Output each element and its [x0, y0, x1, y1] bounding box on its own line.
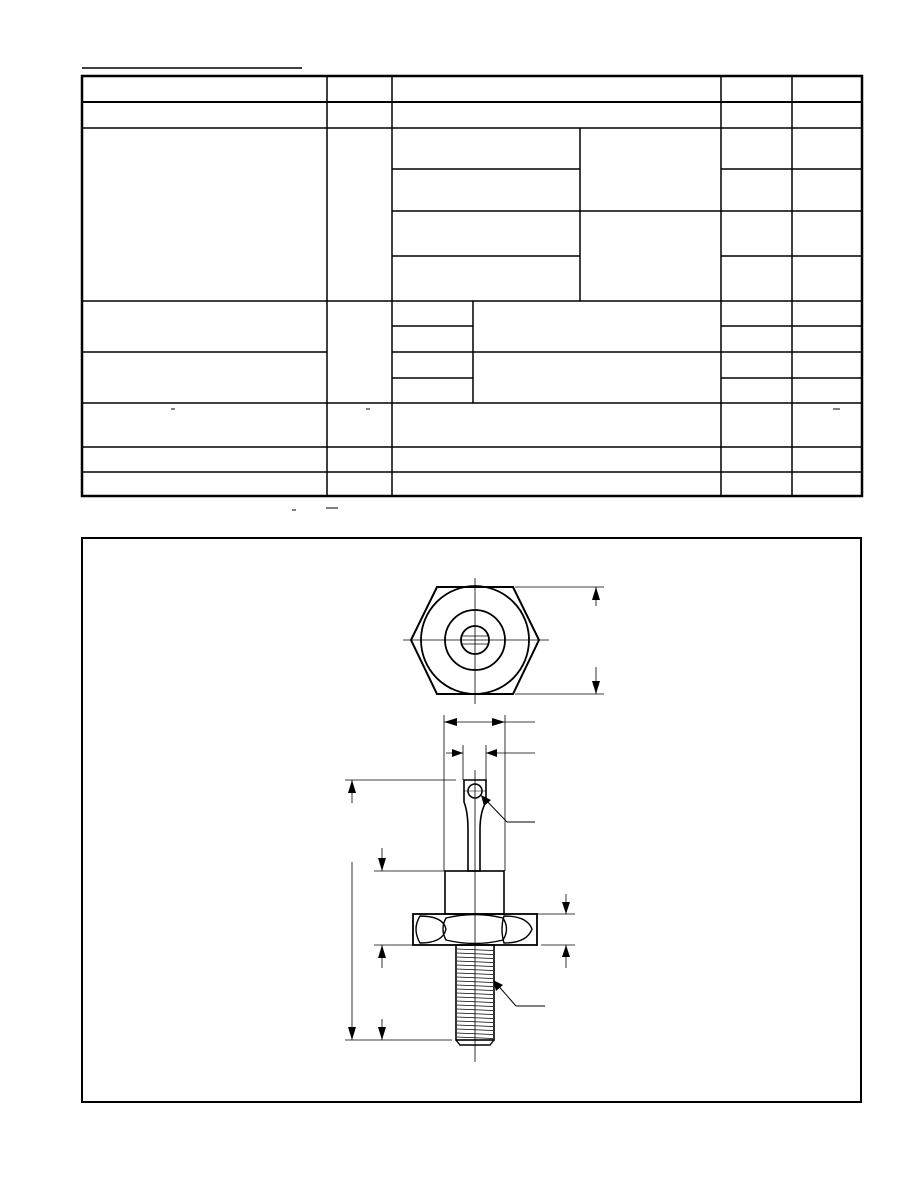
arrowhead [348, 1027, 356, 1040]
arrowhead [592, 681, 600, 694]
side-view [345, 715, 575, 1062]
table-border [82, 76, 862, 496]
arrowhead [444, 718, 457, 726]
arrowhead [452, 749, 463, 757]
outline-drawing [82, 538, 861, 1102]
arrowhead [486, 749, 497, 757]
arrowhead [348, 780, 356, 793]
top-view [403, 578, 604, 704]
arrowhead [562, 902, 570, 914]
arrowhead [378, 945, 386, 958]
arrowhead [378, 858, 386, 871]
ratings-table [82, 76, 862, 496]
body [445, 871, 504, 914]
arrowhead [378, 1027, 386, 1040]
nut-flat [416, 916, 446, 943]
arrowhead [592, 587, 600, 600]
arrowhead [492, 718, 505, 726]
arrowhead [562, 945, 570, 957]
